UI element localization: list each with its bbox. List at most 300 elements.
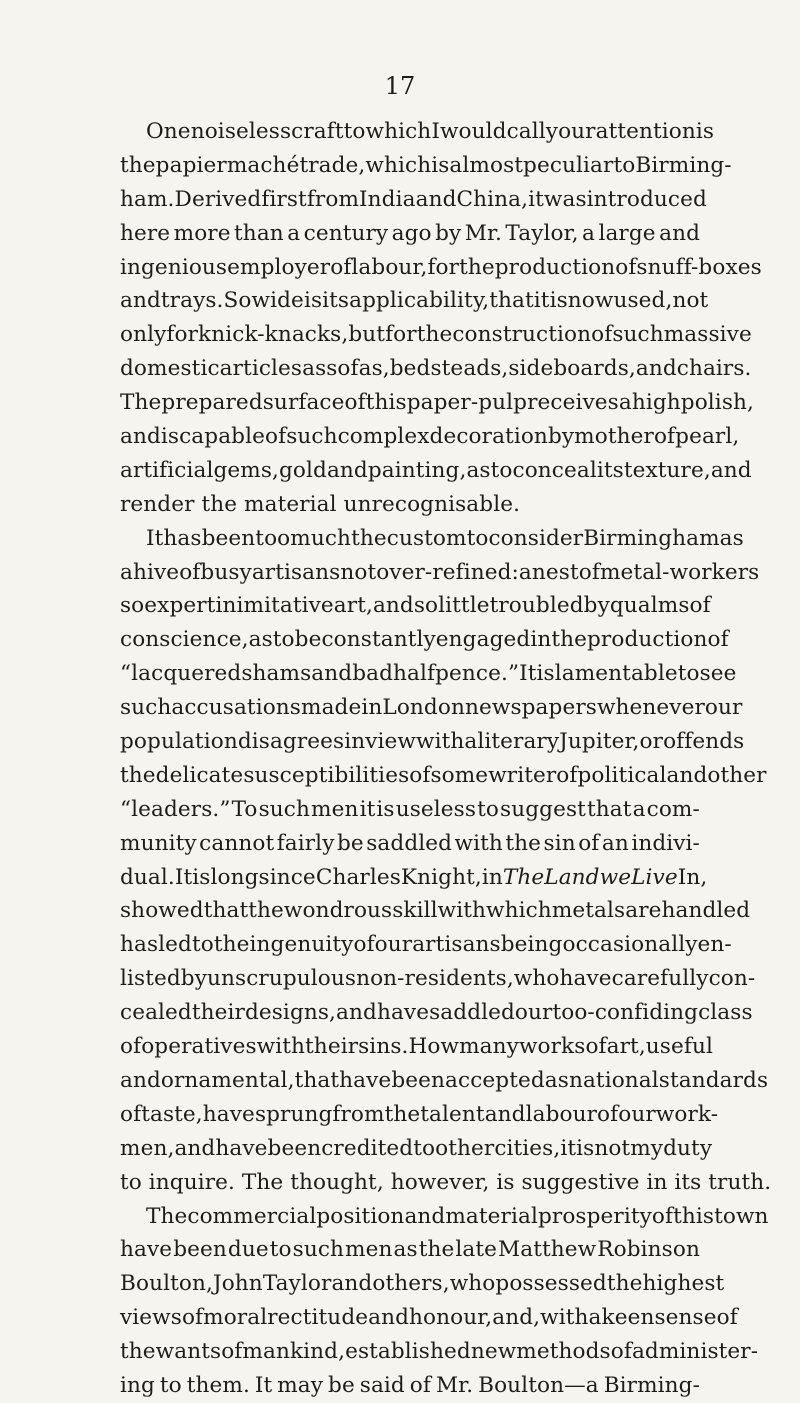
word: and [120, 424, 161, 450]
word: standards [658, 1067, 769, 1093]
text-line [120, 861, 708, 895]
word: sin [543, 830, 576, 856]
word: a [518, 559, 532, 585]
word: and [120, 288, 161, 314]
word: lamentable [554, 661, 678, 687]
word: the [248, 898, 284, 924]
word: ing [120, 1372, 155, 1398]
word: in [344, 729, 366, 755]
word: construction [452, 322, 592, 348]
text-line [120, 1267, 725, 1301]
word: consider [488, 525, 584, 551]
text-line [120, 623, 729, 657]
word: texture, [623, 457, 711, 483]
word: taste, [141, 1101, 203, 1127]
word: views [120, 1305, 182, 1331]
text-line [120, 556, 760, 590]
word: en- [697, 932, 732, 958]
word: The [146, 1203, 188, 1229]
word: Derived [174, 186, 262, 212]
word: such [612, 322, 664, 348]
word: complex [337, 424, 430, 450]
word: The [241, 1169, 284, 1195]
word: would [439, 119, 507, 144]
word: the [120, 152, 156, 178]
word: by [180, 966, 208, 992]
text-line [120, 928, 732, 962]
word: unrecognisable. [343, 491, 521, 517]
word: labour, [351, 254, 428, 280]
word: sense [654, 1305, 717, 1331]
word: here [120, 220, 171, 246]
word: render [120, 491, 195, 517]
word: skill [392, 898, 438, 924]
text-line [120, 183, 707, 217]
text-line [120, 793, 700, 827]
word: is [160, 424, 180, 450]
word: occasionally [562, 932, 698, 958]
word: been [391, 1067, 446, 1093]
word: handled [661, 898, 751, 924]
word: non-residents, [356, 966, 514, 992]
text-line [120, 1098, 719, 1132]
word: them. [186, 1372, 250, 1398]
word: prepared [161, 390, 263, 416]
word: gems, [213, 457, 279, 483]
word: that [489, 288, 534, 314]
word: town [714, 1203, 769, 1229]
word: snuff-boxes [636, 254, 762, 280]
word: keen [601, 1305, 655, 1331]
word: so [120, 593, 145, 619]
word: of [689, 593, 711, 619]
text-line [120, 759, 767, 793]
word: ago [391, 220, 432, 246]
word: view [365, 729, 416, 755]
word: long [210, 864, 259, 890]
word: to [191, 932, 214, 958]
word: and [326, 457, 368, 483]
word: late [455, 1237, 498, 1263]
word: the [213, 932, 250, 958]
word: as [302, 356, 327, 382]
word: the [201, 491, 238, 517]
word: work- [655, 1101, 719, 1127]
word: It [254, 1372, 273, 1398]
word: the [384, 1101, 421, 1127]
word: to [613, 152, 636, 178]
word: this [365, 390, 407, 416]
word: literary [477, 729, 560, 755]
word: with [454, 830, 503, 856]
text-line [120, 962, 756, 996]
word: may [277, 1372, 324, 1398]
word: not [672, 288, 709, 314]
word: other [435, 1135, 495, 1161]
word: chairs. [676, 356, 752, 382]
word: position [316, 1203, 405, 1229]
word: and [666, 762, 708, 788]
word: have [376, 1000, 430, 1026]
word: not [340, 559, 377, 585]
word: that [203, 898, 249, 924]
word: administer- [631, 1339, 759, 1365]
text-line [120, 589, 711, 623]
word: unscrupulous [207, 966, 357, 992]
page-number: 17 [384, 72, 416, 100]
word: only [120, 322, 167, 348]
word: receives [527, 390, 619, 416]
word: who [449, 1271, 496, 1297]
word: to [272, 627, 295, 653]
word: and, [492, 1305, 541, 1331]
word: by [547, 424, 575, 450]
text-line [120, 1030, 713, 1064]
word: of [716, 1305, 738, 1331]
word: so [413, 593, 439, 619]
word: articles [219, 356, 303, 382]
word: So [223, 288, 252, 314]
word: a [632, 796, 646, 822]
word: said [359, 1372, 405, 1398]
word: useless [395, 796, 477, 822]
word: Boulton, [120, 1271, 213, 1297]
word: and [174, 1135, 216, 1161]
text-line [120, 996, 753, 1030]
word: are [625, 898, 662, 924]
word: material [244, 491, 337, 517]
word: knick-knacks, [198, 322, 349, 348]
word: to [413, 1135, 436, 1161]
word: Live [631, 864, 678, 890]
word: artisans [412, 932, 501, 958]
word: mankind, [242, 1339, 346, 1365]
word: an [601, 830, 629, 856]
word: their [305, 1034, 359, 1060]
word: in [215, 593, 237, 619]
word: Taylor [262, 1271, 332, 1297]
word: listed [120, 966, 181, 992]
word: others, [372, 1271, 450, 1297]
word: susceptibilities [243, 762, 410, 788]
word: have [559, 966, 612, 992]
word: It [146, 525, 164, 551]
word: and [372, 593, 414, 619]
word: been [173, 1237, 227, 1263]
word: art, [333, 593, 373, 619]
word: was [543, 186, 587, 212]
word: halfpence.” [393, 661, 520, 687]
word: our [704, 695, 743, 721]
word: see [699, 661, 737, 687]
word: men [345, 1237, 393, 1263]
word: its [596, 457, 624, 483]
word: call [506, 119, 546, 144]
word: is [303, 288, 323, 314]
word: sideboards, [508, 356, 636, 382]
word: that [586, 796, 632, 822]
word: in [646, 1169, 668, 1195]
word: cealed [120, 1000, 192, 1026]
word: first [261, 186, 307, 212]
word: talent [420, 1101, 485, 1127]
word: of [615, 254, 637, 280]
word: shams [241, 661, 312, 687]
word: to [120, 1169, 142, 1195]
word: dual. [120, 864, 175, 890]
text-line [120, 115, 715, 149]
word: polish, [680, 390, 754, 416]
word: labour [525, 1101, 598, 1127]
word: the [459, 254, 495, 280]
word: our [618, 1101, 656, 1127]
word: conceal [512, 457, 597, 483]
word: almost [449, 152, 524, 178]
word: that [294, 1067, 340, 1093]
word: such [286, 424, 338, 450]
word: my [630, 1135, 664, 1161]
word: little [438, 593, 490, 619]
word: ham. [120, 186, 175, 212]
word: offends [663, 729, 745, 755]
word: noiseless [190, 119, 292, 144]
text-line [120, 1200, 769, 1234]
word: John [212, 1271, 263, 1297]
word: a [120, 559, 133, 585]
word: to [677, 661, 700, 687]
word: by [435, 220, 462, 246]
word: with [437, 898, 486, 924]
word: to [343, 119, 366, 144]
word: Birming- [635, 152, 732, 178]
word: the [418, 1237, 455, 1263]
word: and [331, 1271, 373, 1297]
text-line [120, 251, 762, 285]
word: possessed [495, 1271, 607, 1297]
word: since [258, 864, 316, 890]
word: by [583, 593, 610, 619]
word: duty [663, 1135, 713, 1161]
word: Robinson [597, 1237, 700, 1263]
word: due [227, 1237, 269, 1263]
word: How [408, 1034, 460, 1060]
word: the [120, 1339, 156, 1365]
word: The [502, 864, 545, 890]
word: has [120, 932, 159, 958]
text-line [120, 725, 745, 759]
word: prosperity [537, 1203, 652, 1229]
word: works [518, 1034, 586, 1060]
word: or [639, 729, 664, 755]
word: nest [531, 559, 579, 585]
word: massive [663, 322, 752, 348]
word: fairly [276, 830, 335, 856]
word: century [303, 220, 389, 246]
word: moral [203, 1305, 268, 1331]
word: too [255, 525, 291, 551]
word: is [576, 1135, 595, 1161]
word: of [610, 1339, 632, 1365]
text-line [120, 1064, 769, 1098]
word: disagrees [237, 729, 345, 755]
word: showed [120, 898, 204, 924]
word: other [707, 762, 767, 788]
word: as [544, 1067, 569, 1093]
word: of [179, 559, 201, 585]
word: troubled [489, 593, 584, 619]
word: our [514, 1000, 553, 1026]
word: suggestive [521, 1169, 640, 1195]
word: In, [677, 864, 708, 890]
text-line [120, 1335, 759, 1369]
word: saddled [429, 1000, 515, 1026]
word: of [578, 830, 600, 856]
word: of [409, 1372, 431, 1398]
word: conscience, [120, 627, 249, 653]
text-line [120, 217, 700, 251]
word: I [431, 119, 440, 144]
word: mother [574, 424, 654, 450]
word: more [173, 220, 231, 246]
word: used, [613, 288, 673, 314]
word: have [215, 1135, 268, 1161]
word: been [201, 525, 256, 551]
word: Knight, [400, 864, 482, 890]
word: political [577, 762, 667, 788]
word: art, [606, 1034, 646, 1060]
word: for [166, 322, 199, 348]
word: saddled [366, 830, 453, 856]
text-line [120, 386, 754, 420]
word: has [163, 525, 202, 551]
word: of [597, 1101, 619, 1127]
word: wants [155, 1339, 222, 1365]
word: in [481, 864, 503, 890]
word: of [330, 254, 352, 280]
word: a [287, 220, 301, 246]
word: the [416, 322, 453, 348]
word: the [505, 830, 542, 856]
word: of [181, 1305, 204, 1331]
word: as [393, 1237, 418, 1263]
word: it [533, 288, 550, 314]
word: national [568, 1067, 659, 1093]
text-line [120, 149, 732, 183]
word: wide [251, 288, 304, 314]
word: suggest [500, 796, 586, 822]
word: of [707, 627, 729, 653]
word: is [431, 152, 450, 178]
word: our [374, 932, 413, 958]
word: China, [456, 186, 529, 212]
word: as [719, 525, 744, 551]
word: be [294, 627, 322, 653]
word: and [710, 457, 752, 483]
text-line [120, 1132, 713, 1166]
word: of [585, 1034, 607, 1060]
text-line [120, 318, 752, 352]
word: men [311, 796, 359, 822]
text-line [120, 827, 700, 861]
word: the [120, 762, 156, 788]
word: much [290, 525, 352, 551]
word: engaged [435, 627, 531, 653]
word: Birmingham [583, 525, 720, 551]
text-line [120, 691, 743, 725]
word: established [345, 1339, 471, 1365]
word: bedsteads, [389, 356, 509, 382]
word: rectitude [267, 1305, 369, 1331]
word: is [549, 288, 568, 314]
word: and [484, 1101, 526, 1127]
word: this [673, 1203, 715, 1229]
word: It [174, 864, 193, 890]
text-line [120, 1166, 772, 1200]
word: and [415, 186, 457, 212]
word: To [231, 796, 258, 822]
word: domestic [120, 356, 220, 382]
word: to [477, 796, 499, 822]
word: pearl, [675, 424, 740, 450]
text-line [120, 454, 752, 488]
word: in [530, 627, 552, 653]
word: over-refined: [376, 559, 519, 585]
word: London [382, 695, 465, 721]
word: and [659, 220, 700, 246]
word: Charles [315, 864, 401, 890]
word: but [348, 322, 386, 348]
word: for [385, 322, 417, 348]
word: painting, [367, 457, 467, 483]
word: the [551, 627, 587, 653]
word: new [470, 1339, 517, 1365]
word: a [588, 1305, 602, 1331]
word: its [674, 1169, 702, 1195]
word: Boulton—a [478, 1372, 599, 1398]
word: some [430, 762, 489, 788]
word: com- [646, 796, 700, 822]
word: your [545, 119, 596, 144]
word: wondrous [283, 898, 393, 924]
word: is [536, 661, 555, 687]
word: such [258, 796, 310, 822]
word: we [599, 864, 632, 890]
word: with [256, 1034, 306, 1060]
text-line [120, 284, 709, 318]
word: not [594, 1135, 631, 1161]
word: gold [279, 457, 327, 483]
word: such [120, 695, 172, 721]
word: the [351, 525, 387, 551]
word: led [158, 932, 192, 958]
word: Birming- [603, 1372, 700, 1398]
word: ornamental, [160, 1067, 295, 1093]
word: which [486, 898, 552, 924]
word: Mr. [464, 220, 502, 246]
word: ingenuity [249, 932, 354, 958]
word: and [311, 661, 353, 687]
word: is [496, 1169, 515, 1195]
word: population [120, 729, 238, 755]
word: credited [321, 1135, 414, 1161]
word: its [322, 288, 350, 314]
word: con- [708, 966, 756, 992]
word: it [359, 796, 376, 822]
word: whenever [596, 695, 705, 721]
word: trade, [299, 152, 366, 178]
word: of [353, 932, 375, 958]
word: to [159, 1372, 182, 1398]
